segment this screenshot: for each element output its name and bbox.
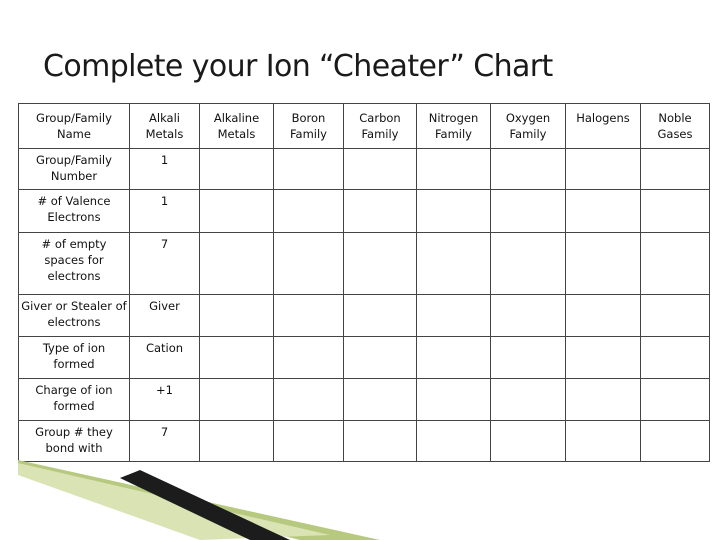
table-cell[interactable] — [641, 294, 710, 336]
table-cell[interactable] — [641, 379, 710, 420]
row-label: Group/Family Number — [19, 149, 130, 190]
column-header: Alkali Metals — [130, 104, 200, 149]
table-row — [19, 379, 710, 420]
table-cell[interactable] — [491, 149, 566, 190]
row-label: Giver or Stealer of electrons — [19, 294, 130, 336]
table-cell[interactable]: Giver — [130, 294, 200, 336]
column-header: Nitrogen Family — [417, 104, 491, 149]
table-cell[interactable] — [344, 379, 417, 420]
row-label: # of Valence Electrons — [19, 190, 130, 232]
table-cell[interactable]: 1 — [130, 190, 200, 232]
row-label: Type of ion formed — [19, 337, 130, 379]
table-cell[interactable] — [417, 337, 491, 379]
table-cell[interactable]: 1 — [130, 149, 200, 190]
column-header: Oxygen Family — [491, 104, 566, 149]
column-header: Noble Gases — [641, 104, 710, 149]
table-row — [19, 149, 710, 190]
decorative-swoosh — [0, 450, 720, 540]
table-cell[interactable] — [344, 294, 417, 336]
slide-title: Complete your Ion “Cheater” Chart — [43, 49, 553, 84]
table-cell[interactable] — [200, 379, 274, 420]
table-cell[interactable] — [274, 294, 344, 336]
table-cell[interactable] — [344, 337, 417, 379]
table-cell[interactable] — [274, 190, 344, 232]
table-cell[interactable] — [566, 294, 641, 336]
table-cell[interactable] — [200, 232, 274, 294]
table-cell[interactable]: Cation — [130, 337, 200, 379]
table-cell[interactable]: 7 — [130, 420, 200, 461]
table-cell[interactable] — [200, 337, 274, 379]
table-cell[interactable] — [641, 149, 710, 190]
table-cell[interactable] — [274, 149, 344, 190]
table-cell[interactable] — [491, 232, 566, 294]
column-header: Boron Family — [274, 104, 344, 149]
table-cell[interactable] — [200, 294, 274, 336]
table-cell[interactable] — [566, 337, 641, 379]
table-cell[interactable] — [417, 190, 491, 232]
table-cell[interactable] — [344, 232, 417, 294]
table-cell[interactable] — [566, 379, 641, 420]
table-cell[interactable] — [344, 190, 417, 232]
table-cell[interactable] — [641, 337, 710, 379]
table-cell[interactable] — [641, 190, 710, 232]
row-header-label: Group/Family Name — [19, 104, 130, 149]
table-cell[interactable] — [200, 190, 274, 232]
table-cell[interactable] — [566, 232, 641, 294]
table-cell[interactable]: +1 — [130, 379, 200, 420]
ion-chart-table — [18, 103, 710, 462]
column-header: Halogens — [566, 104, 641, 149]
column-header: Carbon Family — [344, 104, 417, 149]
column-header: Alkaline Metals — [200, 104, 274, 149]
table-cell[interactable] — [344, 149, 417, 190]
table-cell[interactable] — [566, 190, 641, 232]
table-cell[interactable] — [491, 337, 566, 379]
table-cell[interactable] — [491, 294, 566, 336]
table-row — [19, 190, 710, 232]
table-row — [19, 337, 710, 379]
table-cell[interactable] — [417, 379, 491, 420]
table-cell[interactable] — [566, 149, 641, 190]
table-cell[interactable] — [417, 232, 491, 294]
row-label: # of empty spaces for electrons — [19, 232, 130, 294]
table-cell[interactable] — [491, 190, 566, 232]
table-cell[interactable] — [491, 379, 566, 420]
table-row — [19, 232, 710, 294]
table-row — [19, 294, 710, 336]
row-label: Charge of ion formed — [19, 379, 130, 420]
row-label: Group # they bond with — [19, 420, 130, 461]
table-cell[interactable] — [274, 379, 344, 420]
table-cell[interactable] — [274, 232, 344, 294]
table-cell[interactable] — [417, 149, 491, 190]
table-cell[interactable] — [417, 294, 491, 336]
header-row — [19, 104, 710, 149]
table-cell[interactable] — [200, 149, 274, 190]
table-cell[interactable] — [274, 337, 344, 379]
table-cell[interactable] — [641, 232, 710, 294]
table-cell[interactable]: 7 — [130, 232, 200, 294]
